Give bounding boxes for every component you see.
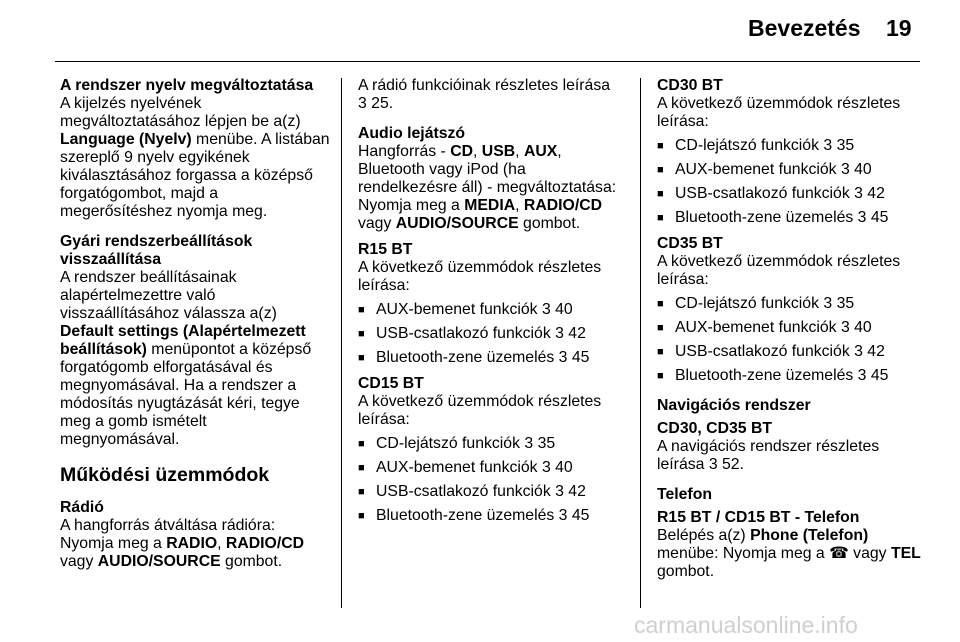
list-item xyxy=(358,507,633,525)
ref-arrow-icon: 3 xyxy=(823,295,833,312)
cd15-heading: CD15 BT xyxy=(358,375,424,392)
navigation-subheading: CD30, CD35 BT xyxy=(657,420,772,437)
list-item xyxy=(358,459,633,477)
text-span: CD-lejátszó funkciók xyxy=(675,137,824,154)
ref-arrow-icon: 3 xyxy=(708,456,718,473)
phone-menu-label: Phone (Telefon) xyxy=(750,527,869,544)
text-line xyxy=(358,143,633,161)
tel-button-label: TEL xyxy=(890,545,921,562)
list-item xyxy=(358,301,633,319)
ref-arrow-icon: 3 xyxy=(854,185,863,202)
text-span: gombot. xyxy=(518,215,581,232)
list-item xyxy=(657,185,927,203)
text-line: forgatógombot, majd a xyxy=(60,185,219,202)
text-line: A navigációs rendszer részletes xyxy=(657,438,880,455)
page-reference[interactable]: 42 xyxy=(867,343,885,360)
text-span: AUX-bemenet funkciók xyxy=(675,161,841,178)
phone-icon: ☎ xyxy=(829,545,849,562)
column-divider-2 xyxy=(640,78,641,608)
telephone-heading: Telefon xyxy=(657,486,712,503)
text-line: A következő üzemmódok részletes xyxy=(657,253,901,270)
page-reference[interactable]: 45 xyxy=(571,507,590,524)
text-span: AUX-bemenet funkciók xyxy=(675,319,841,336)
cd30-heading: CD30 BT xyxy=(657,77,723,94)
language-menu-label: Language (Nyelv) xyxy=(60,131,192,148)
text-line: gombot. xyxy=(657,563,715,580)
radio-cd-button-label: RADIO/CD xyxy=(225,535,305,552)
ref-arrow-icon: 3 xyxy=(555,483,564,500)
text-line: rendelkezésre áll) - megváltoztatása: xyxy=(358,179,617,196)
column-3 xyxy=(657,77,927,581)
media-button-label: MEDIA xyxy=(464,197,516,214)
ref-arrow-icon: 3 xyxy=(840,319,850,336)
r15-list xyxy=(358,301,633,367)
text-line: A rendszer beállításainak xyxy=(60,269,237,286)
text-span: Nyomja meg a xyxy=(60,535,167,552)
text-span: Bluetooth-zene üzemelés xyxy=(376,349,559,366)
text-line: alapértelmezettre való xyxy=(60,287,216,304)
text-span: USB-csatlakozó funkciók xyxy=(376,483,556,500)
navigation-heading: Navigációs rendszer xyxy=(657,397,811,414)
text-line: leírása: xyxy=(358,277,410,294)
language-heading: A rendszer nyelv megváltoztatása xyxy=(60,77,314,94)
audio-source-button-label: AUDIO/SOURCE xyxy=(395,215,519,232)
text-line: megnyomásával. Ha a rendszer a xyxy=(60,377,297,394)
list-item xyxy=(358,483,633,501)
text-span: AUX-bemenet funkciók xyxy=(376,459,542,476)
ref-arrow-icon: 3 xyxy=(857,367,867,384)
text-line: visszaállításához válassza a(z) xyxy=(60,305,277,322)
page-reference[interactable]: 45 xyxy=(870,209,889,226)
ref-arrow-icon: 3 xyxy=(524,435,534,452)
page-reference[interactable]: 40 xyxy=(854,319,872,336)
page-reference: 3 25. xyxy=(358,95,394,112)
telephone-subheading: R15 BT / CD15 BT - Telefon xyxy=(657,509,860,526)
text-span: , xyxy=(557,143,562,160)
aux-label: AUX xyxy=(523,143,558,160)
text-span: vagy xyxy=(848,545,891,562)
text-span: USB-csatlakozó funkciók xyxy=(376,325,556,342)
radio-button-label: RADIO xyxy=(166,535,218,552)
list-item xyxy=(657,137,927,155)
text-span: USB-csatlakozó funkciók xyxy=(675,343,855,360)
ref-arrow-icon: 3 xyxy=(857,209,867,226)
ref-arrow-icon: 3 xyxy=(854,343,863,360)
section-title: Működési üzemmódok xyxy=(60,464,270,486)
list-item xyxy=(657,319,927,337)
text-line: Bluetooth vagy iPod (ha xyxy=(358,161,526,178)
page-number: 19 xyxy=(886,15,912,41)
ref-arrow-icon: 3 xyxy=(558,507,568,524)
text-line xyxy=(358,215,633,233)
ref-arrow-icon: 3 xyxy=(541,301,551,318)
list-item xyxy=(358,435,633,453)
text-line xyxy=(358,197,633,215)
text-line: megnyomásával. xyxy=(60,431,180,448)
text-span: leírása xyxy=(657,456,709,473)
text-span: Bluetooth-zene üzemelés xyxy=(675,209,858,226)
text-span: AUX-bemenet funkciók xyxy=(376,301,542,318)
text-line: A következő üzemmódok részletes xyxy=(358,393,602,410)
text-line: leírása: xyxy=(657,271,709,288)
text-line xyxy=(60,131,332,149)
list-item xyxy=(657,209,927,227)
text-span: , xyxy=(515,143,524,160)
page-reference[interactable]: 42 xyxy=(867,185,885,202)
list-item xyxy=(657,343,927,361)
text-line: megváltoztatásához lépjen be a(z) xyxy=(60,113,301,130)
header-divider xyxy=(55,61,920,62)
text-line xyxy=(60,553,332,571)
list-item xyxy=(657,161,927,179)
text-span: , xyxy=(515,197,524,214)
factory-reset-heading: Gyári rendszerbeállítások xyxy=(60,233,253,250)
text-line: leírása: xyxy=(657,113,709,130)
text-line xyxy=(60,341,332,359)
cd-label: CD xyxy=(450,143,474,160)
text-span: menübe: Nyomja meg a xyxy=(657,545,830,562)
page-reference[interactable]: 40 xyxy=(854,161,872,178)
radio-heading: Rádió xyxy=(60,499,104,516)
text-span: USB-csatlakozó funkciók xyxy=(675,185,855,202)
list-item xyxy=(657,367,927,385)
text-line: meg a gomb ismételt xyxy=(60,413,207,430)
audio-player-heading: Audio lejátszó xyxy=(358,125,466,142)
ref-arrow-icon: 3 xyxy=(555,325,564,342)
list-item xyxy=(358,325,633,343)
watermark: carmanualsonline.info xyxy=(634,612,858,638)
page-reference[interactable]: 35 xyxy=(836,295,855,312)
text-line: A rádió funkcióinak részletes leírása xyxy=(358,77,611,94)
page-reference[interactable]: 40 xyxy=(555,301,573,318)
list-item xyxy=(358,349,633,367)
column-1 xyxy=(60,77,332,571)
text-span: Nyomja meg a xyxy=(358,197,465,214)
text-span: Bluetooth-zene üzemelés xyxy=(675,367,858,384)
text-span: vagy xyxy=(358,215,396,232)
page-reference[interactable]: 45 xyxy=(571,349,590,366)
text-span: Bluetooth-zene üzemelés xyxy=(376,507,559,524)
text-span: , xyxy=(473,143,482,160)
page-reference[interactable]: 40 xyxy=(555,459,573,476)
cd35-list xyxy=(657,295,927,385)
page-reference[interactable]: 42 xyxy=(568,483,586,500)
text-line: A kijelzés nyelvének xyxy=(60,95,202,112)
text-line: szereplő 9 nyelv egyikének xyxy=(60,149,250,166)
factory-reset-heading-2: visszaállítása xyxy=(60,251,161,268)
text-line: forgatógomb elforgatásával és xyxy=(60,359,273,376)
text-line xyxy=(657,456,927,474)
cd35-heading: CD35 BT xyxy=(657,235,723,252)
cd15-list xyxy=(358,435,633,525)
page-reference[interactable]: 45 xyxy=(870,367,889,384)
ref-arrow-icon: 3 xyxy=(823,137,833,154)
column-divider-1 xyxy=(341,78,342,608)
ref-arrow-icon: 3 xyxy=(541,459,551,476)
text-span: menübe. A listában xyxy=(191,131,330,148)
page-reference[interactable]: 42 xyxy=(568,325,586,342)
page-reference[interactable]: 35 xyxy=(537,435,556,452)
text-line: kiválasztásához forgassa a középső xyxy=(60,167,313,184)
page-reference[interactable]: 52. xyxy=(722,456,744,473)
audio-source-button-label: AUDIO/SOURCE xyxy=(97,553,221,570)
text-span: CD-lejátszó funkciók xyxy=(376,435,525,452)
text-span: , xyxy=(217,535,226,552)
ref-arrow-icon: 3 xyxy=(840,161,850,178)
text-line: megerősítéshez nyomja meg. xyxy=(60,203,268,220)
text-line: A következő üzemmódok részletes xyxy=(657,95,901,112)
column-2 xyxy=(358,77,633,525)
text-line: A hangforrás átváltása rádióra: xyxy=(60,517,276,534)
page-reference[interactable]: 35 xyxy=(836,137,855,154)
cd30-list xyxy=(657,137,927,227)
text-line xyxy=(657,527,927,545)
text-span: gombot. xyxy=(220,553,283,570)
text-line xyxy=(60,535,332,553)
text-line: A következő üzemmódok részletes xyxy=(358,259,602,276)
text-span: menüpontot a középső xyxy=(146,341,312,358)
default-settings-label: Default settings (Alapértelmezett xyxy=(60,323,306,340)
list-item xyxy=(657,295,927,313)
text-line: módosítás nyugtázását kéri, tegye xyxy=(60,395,300,412)
page-header-title: Bevezetés xyxy=(748,15,861,41)
usb-label: USB xyxy=(481,143,516,160)
text-span: Hangforrás - xyxy=(358,143,451,160)
text-span: CD-lejátszó funkciók xyxy=(675,295,824,312)
text-line xyxy=(657,545,927,563)
default-settings-label-2: beállítások) xyxy=(60,341,147,358)
r15-heading: R15 BT xyxy=(358,241,413,258)
text-span: vagy xyxy=(60,553,98,570)
radio-cd-button-label: RADIO/CD xyxy=(523,197,603,214)
ref-arrow-icon: 3 xyxy=(558,349,568,366)
text-span: Belépés a(z) xyxy=(657,527,751,544)
text-line: leírása: xyxy=(358,411,410,428)
